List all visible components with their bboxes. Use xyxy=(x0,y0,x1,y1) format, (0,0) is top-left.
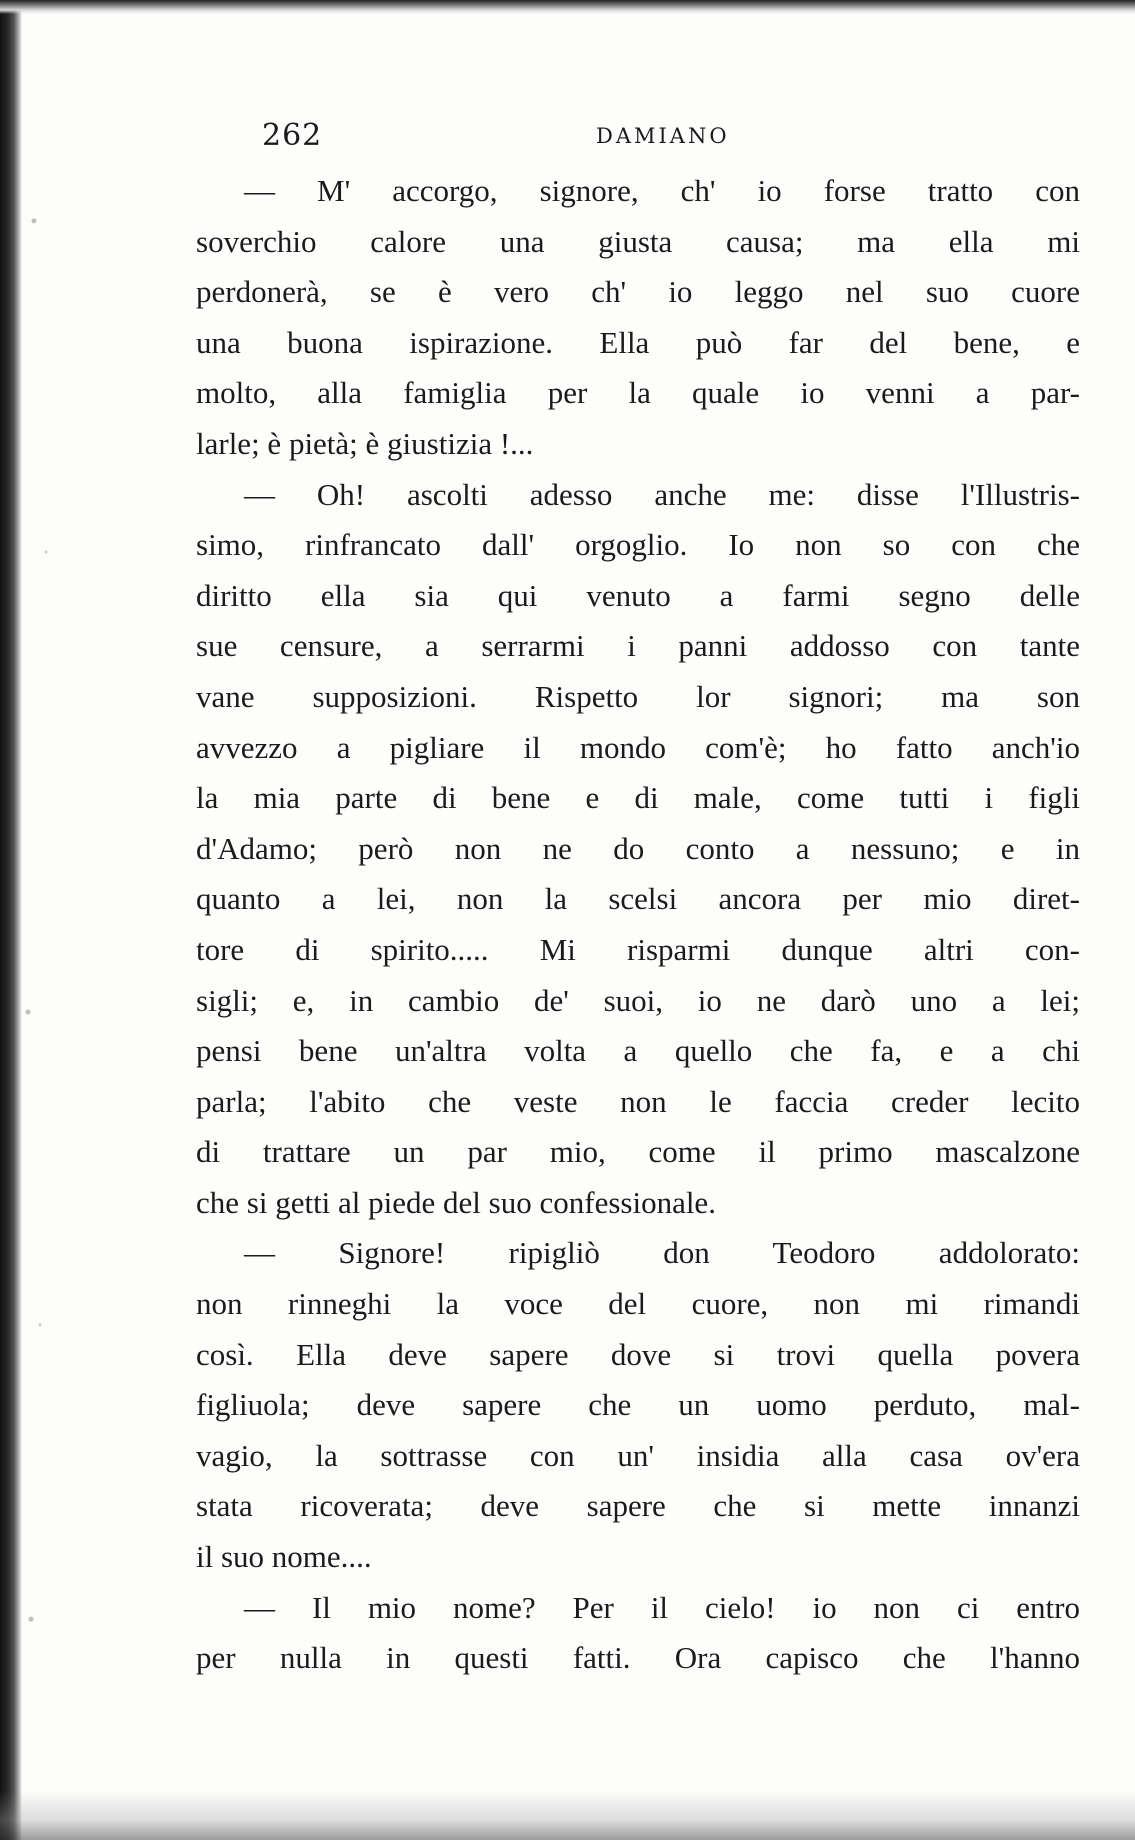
text-line: diritto ella sia qui venuto a farmi segno delle xyxy=(196,577,1080,613)
page-header xyxy=(196,118,1080,158)
text-line: — M' accorgo, signore, ch' io forse tratto con xyxy=(244,173,1080,208)
text-line: sigli; e, in cambio de' suoi, io ne darò uno a lei; xyxy=(196,982,1080,1018)
page-number: 262 xyxy=(262,118,323,153)
text-line: avvezzo a pigliare il mondo com'è; ho fatto anch'io xyxy=(196,729,1080,765)
text-line: una buona ispirazione. Ella può far del bene, e xyxy=(196,324,1080,360)
text-line: vane supposizioni. Rispetto lor signori; ma son xyxy=(196,678,1080,714)
text-line: di trattare un par mio, come il primo mascalzone xyxy=(196,1134,1080,1170)
binding-speckles xyxy=(22,0,82,1840)
text-line: tore di spirito..... Mi risparmi dunque altri con- xyxy=(196,931,1080,967)
text-line: non rinneghi la voce del cuore, non mi rimandi xyxy=(196,1286,1080,1322)
text-line: soverchio calore una giusta causa; ma ella mi xyxy=(196,223,1080,259)
text-line: che si getti al piede del suo confessionale. xyxy=(196,1184,716,1220)
text-line: la mia parte di bene e di male, come tutti i figli xyxy=(196,780,1080,816)
body-text xyxy=(196,166,1080,1684)
text-line: figliuola; deve sapere che un uomo perduto, mal- xyxy=(196,1387,1080,1423)
text-line: il suo nome.... xyxy=(196,1539,372,1575)
text-line: stata ricoverata; deve sapere che si mette innanzi xyxy=(196,1488,1080,1524)
text-line: molto, alla famiglia per la quale io venni a par- xyxy=(196,375,1080,411)
book-binding-edge xyxy=(0,0,22,1840)
text-line: vagio, la sottrasse con un' insidia alla casa ov'era xyxy=(196,1437,1080,1473)
text-line: così. Ella deve sapere dove si trovi quella povera xyxy=(196,1336,1080,1372)
text-line: sue censure, a serrarmi i panni addosso con tante xyxy=(196,628,1080,664)
text-line: — Il mio nome? Per il cielo! io non ci entro xyxy=(244,1589,1080,1625)
page-bottom-edge xyxy=(0,1790,1135,1840)
text-line: per nulla in questi fatti. Ora capisco che l'hanno xyxy=(196,1640,1080,1676)
text-line: parla; l'abito che veste non le faccia creder lecito xyxy=(196,1083,1080,1119)
text-line: — Signore! ripigliò don Teodoro addolorato: xyxy=(244,1235,1080,1271)
running-head: DAMIANO xyxy=(596,124,730,148)
text-line: quanto a lei, non la scelsi ancora per mio diret- xyxy=(196,881,1080,917)
text-line: perdonerà, se è vero ch' io leggo nel suo cuore xyxy=(196,274,1080,310)
text-line: larle; è pietà; è giustizia !... xyxy=(196,425,534,461)
text-line: pensi bene un'altra volta a quello che fa, e a chi xyxy=(196,1033,1080,1069)
text-line: — Oh! ascolti adesso anche me: disse l'Illustris- xyxy=(244,476,1080,512)
text-line: simo, rinfrancato dall' orgoglio. Io non so con che xyxy=(196,527,1080,563)
page-top-edge xyxy=(0,0,1135,14)
text-line: d'Adamo; però non ne do conto a nessuno; e in xyxy=(196,830,1080,866)
